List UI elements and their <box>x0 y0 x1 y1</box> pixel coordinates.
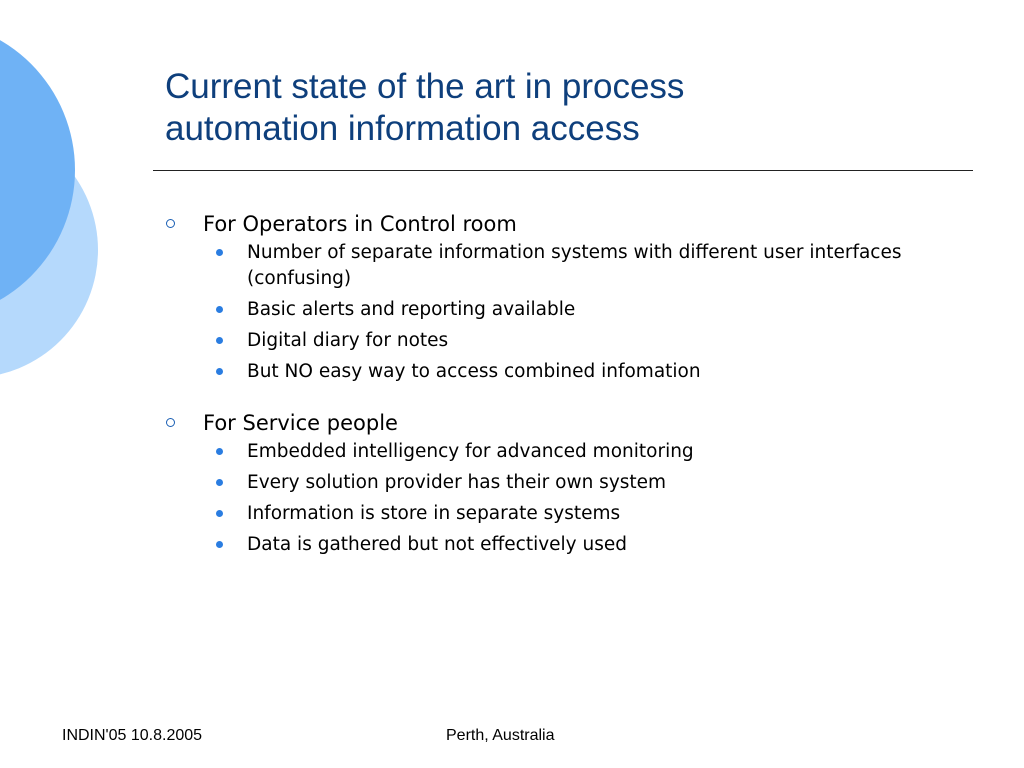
dot-bullet-icon <box>216 306 223 313</box>
list-item <box>165 240 907 292</box>
slide-title-line-1: Current state of the art in process <box>165 67 685 106</box>
section-heading <box>165 208 965 240</box>
section-operators <box>165 208 965 385</box>
list-item-text: Every solution provider has their own system <box>247 472 667 493</box>
slide-title <box>165 66 965 150</box>
dot-bullet-icon <box>216 479 223 486</box>
list-item <box>165 328 907 354</box>
list-item <box>165 470 907 496</box>
section-service <box>165 407 965 558</box>
list-item <box>165 297 907 323</box>
dot-bullet-icon <box>216 448 223 455</box>
list-item <box>165 501 907 527</box>
list-item-text: Data is gathered but not effectively used <box>247 534 627 555</box>
list-item-text: But NO easy way to access combined infomation <box>247 361 701 382</box>
list-item-text: Basic alerts and reporting available <box>247 299 576 320</box>
title-divider <box>153 170 973 171</box>
footer-location: Perth, Australia <box>446 727 555 744</box>
slide-body <box>165 208 965 580</box>
list-item-text: Number of separate information systems with different user interfaces (confusing) <box>247 242 902 289</box>
list-item-text: Digital diary for notes <box>247 330 449 351</box>
section-items <box>165 240 965 385</box>
dot-bullet-icon <box>216 249 223 256</box>
list-item <box>165 439 907 465</box>
section-heading <box>165 407 965 439</box>
decorative-circles <box>0 0 110 410</box>
section-items <box>165 439 965 558</box>
slide-title-line-2: automation information access <box>165 109 640 148</box>
section-heading-text: For Operators in Control room <box>203 212 517 236</box>
list-item <box>165 532 907 558</box>
list-item-text: Information is store in separate systems <box>247 503 621 524</box>
dot-bullet-icon <box>216 541 223 548</box>
list-item-text: Embedded intelligency for advanced monitoring <box>247 441 694 462</box>
hollow-circle-bullet-icon <box>166 418 175 427</box>
dot-bullet-icon <box>216 337 223 344</box>
hollow-circle-bullet-icon <box>166 219 175 228</box>
dot-bullet-icon <box>216 368 223 375</box>
footer-conference-date: INDIN'05 10.8.2005 <box>62 727 203 744</box>
section-heading-text: For Service people <box>203 411 398 435</box>
dot-bullet-icon <box>216 510 223 517</box>
list-item <box>165 359 907 385</box>
